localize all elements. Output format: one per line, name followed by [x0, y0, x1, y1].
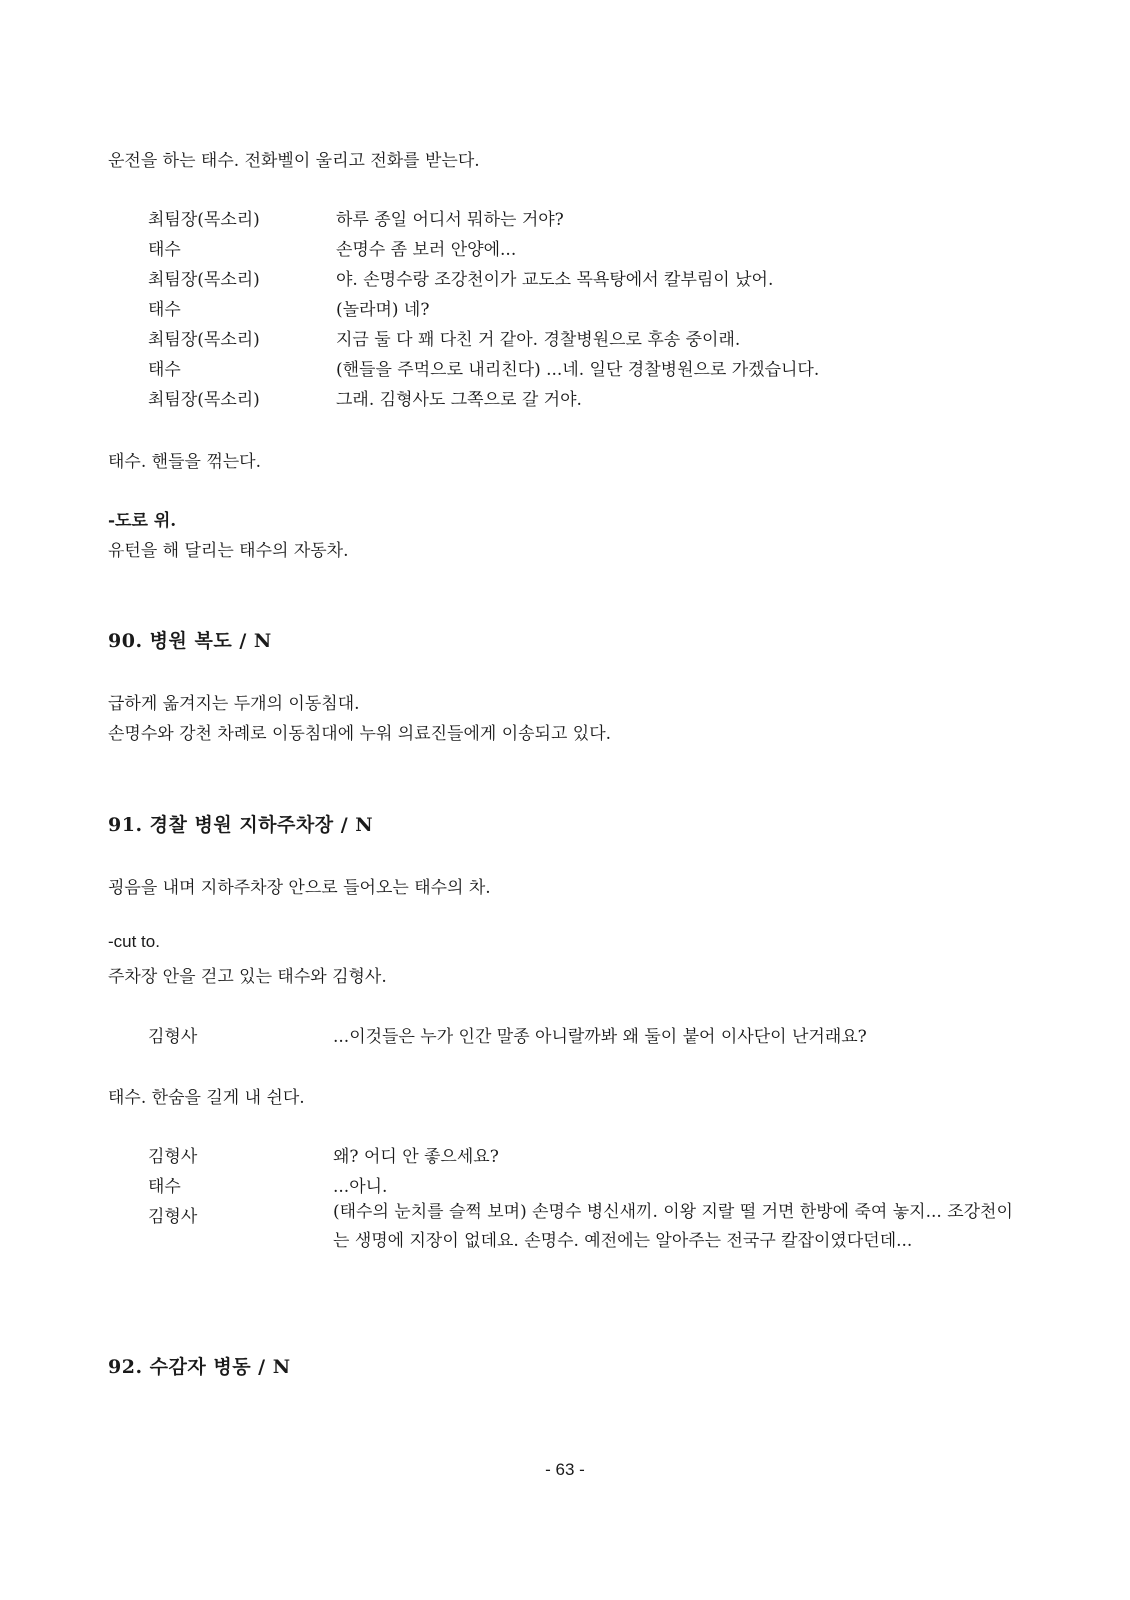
action-line: 굉음을 내며 지하주차장 안으로 들어오는 태수의 차.	[108, 878, 491, 898]
scene-heading: 91. 경찰 병원 지하주차장 / N	[108, 814, 374, 836]
action-line: 손명수와 강천 차례로 이동침대에 누워 의료진들에게 이송되고 있다.	[108, 724, 612, 744]
dialogue-line: ...이것들은 누가 인간 말종 아니랄까봐 왜 둘이 붙어 이사단이 난거래요?	[333, 1027, 867, 1047]
dialogue-line: 왜? 어디 안 좋으세요?	[333, 1147, 499, 1167]
cut-heading: -도로 위.	[108, 511, 177, 531]
action-line: 태수. 핸들을 꺾는다.	[108, 452, 261, 472]
dialogue-line: 지금 둘 다 꽤 다친 거 같아. 경찰병원으로 후송 중이래.	[336, 330, 741, 350]
speaker-name: 김형사	[148, 1207, 198, 1227]
speaker-name: 최팀장(목소리)	[148, 210, 260, 230]
speaker-name: 김형사	[148, 1027, 198, 1047]
speaker-name: 최팀장(목소리)	[148, 330, 260, 350]
dialogue-line: 손명수 좀 보러 안양에...	[336, 240, 517, 260]
speaker-name: 최팀장(목소리)	[148, 390, 260, 410]
speaker-name: 최팀장(목소리)	[148, 270, 260, 290]
dialogue-line: (핸들을 주먹으로 내리친다) ...네. 일단 경찰병원으로 가겠습니다.	[336, 360, 820, 380]
action-line: 급하게 옮겨지는 두개의 이동침대.	[108, 694, 360, 714]
action-line: 태수. 한숨을 길게 내 쉰다.	[108, 1088, 305, 1108]
cut-to: -cut to.	[108, 932, 160, 951]
dialogue-line: (놀라며) 네?	[336, 300, 430, 320]
speaker-name: 태수	[148, 240, 181, 260]
dialogue-line: 하루 종일 어디서 뭐하는 거야?	[336, 210, 564, 230]
scene-heading: 92. 수감자 병동 / N	[108, 1356, 291, 1378]
speaker-name: 김형사	[148, 1147, 198, 1167]
speaker-name: 태수	[148, 360, 181, 380]
dialogue-line: 야. 손명수랑 조강천이가 교도소 목욕탕에서 칼부림이 났어.	[336, 270, 774, 290]
scene-heading: 90. 병원 복도 / N	[108, 630, 272, 652]
speaker-name: 태수	[148, 300, 181, 320]
action-line: 운전을 하는 태수. 전화벨이 울리고 전화를 받는다.	[108, 151, 480, 171]
page-number: - 63 -	[545, 1460, 585, 1479]
dialogue-line: (태수의 눈치를 슬쩍 보며) 손명수 병신새끼. 이왕 지랄 떨 거면 한방에 죽여 놓지... 조강천이는 생명에 지장이 없데요. 손명수. 예전에는 알아주는 전국구 칼잡이였다던데...	[333, 1202, 1013, 1251]
speaker-name: 태수	[148, 1177, 181, 1197]
action-line: 유턴을 해 달리는 태수의 자동차.	[108, 541, 349, 561]
dialogue-line: 그래. 김형사도 그쪽으로 갈 거야.	[336, 390, 582, 410]
dialogue-line: ...아니.	[333, 1177, 388, 1197]
action-line: 주차장 안을 걷고 있는 태수와 김형사.	[108, 967, 387, 987]
